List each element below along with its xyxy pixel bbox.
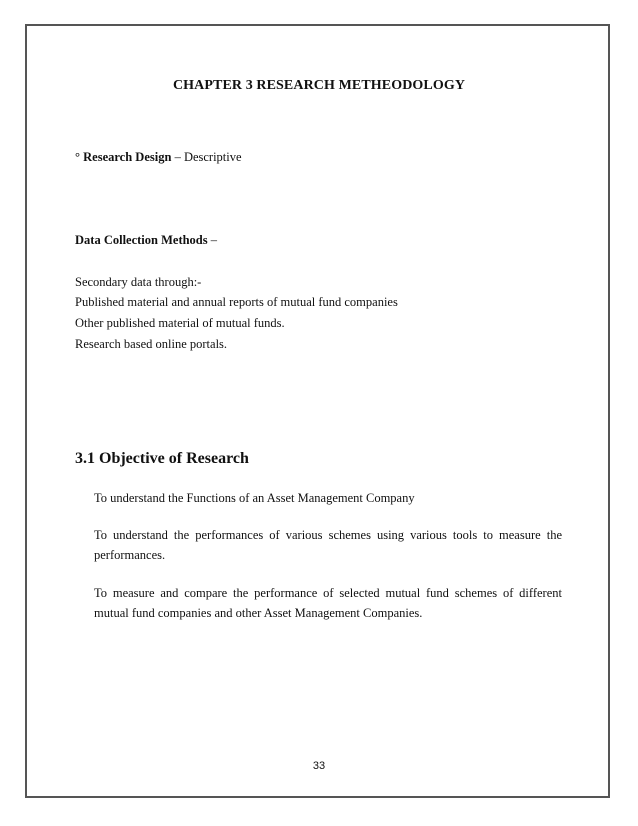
objective-2: To understand the performances of various schemes using various tools to measure the performances. <box>94 528 562 562</box>
secondary-line-heading: Secondary data through:- <box>75 275 202 289</box>
objective-1: To understand the Functions of an Asset Management Company <box>94 491 415 505</box>
secondary-line-published: Published material and annual reports of mutual fund companies <box>75 295 398 309</box>
page-border <box>25 24 610 798</box>
secondary-line-other: Other published material of mutual funds. <box>75 316 285 330</box>
research-design-value: Descriptive <box>183 150 242 164</box>
research-design-line <box>75 150 242 165</box>
data-collection-label: Data Collection Methods <box>75 233 208 247</box>
secondary-line-portals: Research based online portals. <box>75 337 228 351</box>
chapter-title: CHAPTER 3 RESEARCH METHEODOLOGY <box>172 78 466 93</box>
data-collection-separator: – <box>207 233 217 247</box>
research-design-separator: – <box>171 150 184 164</box>
page-number: 33 <box>312 760 326 772</box>
research-design-bullet: ° <box>75 150 80 164</box>
research-design-label: Research Design <box>83 150 172 164</box>
data-collection-line <box>75 233 217 248</box>
section-heading: 3.1 Objective of Research <box>75 450 249 467</box>
objective-3: To measure and compare the performance of selected mutual fund schemes of different mutual fund companies and other Asset Management Companies. <box>94 586 562 620</box>
